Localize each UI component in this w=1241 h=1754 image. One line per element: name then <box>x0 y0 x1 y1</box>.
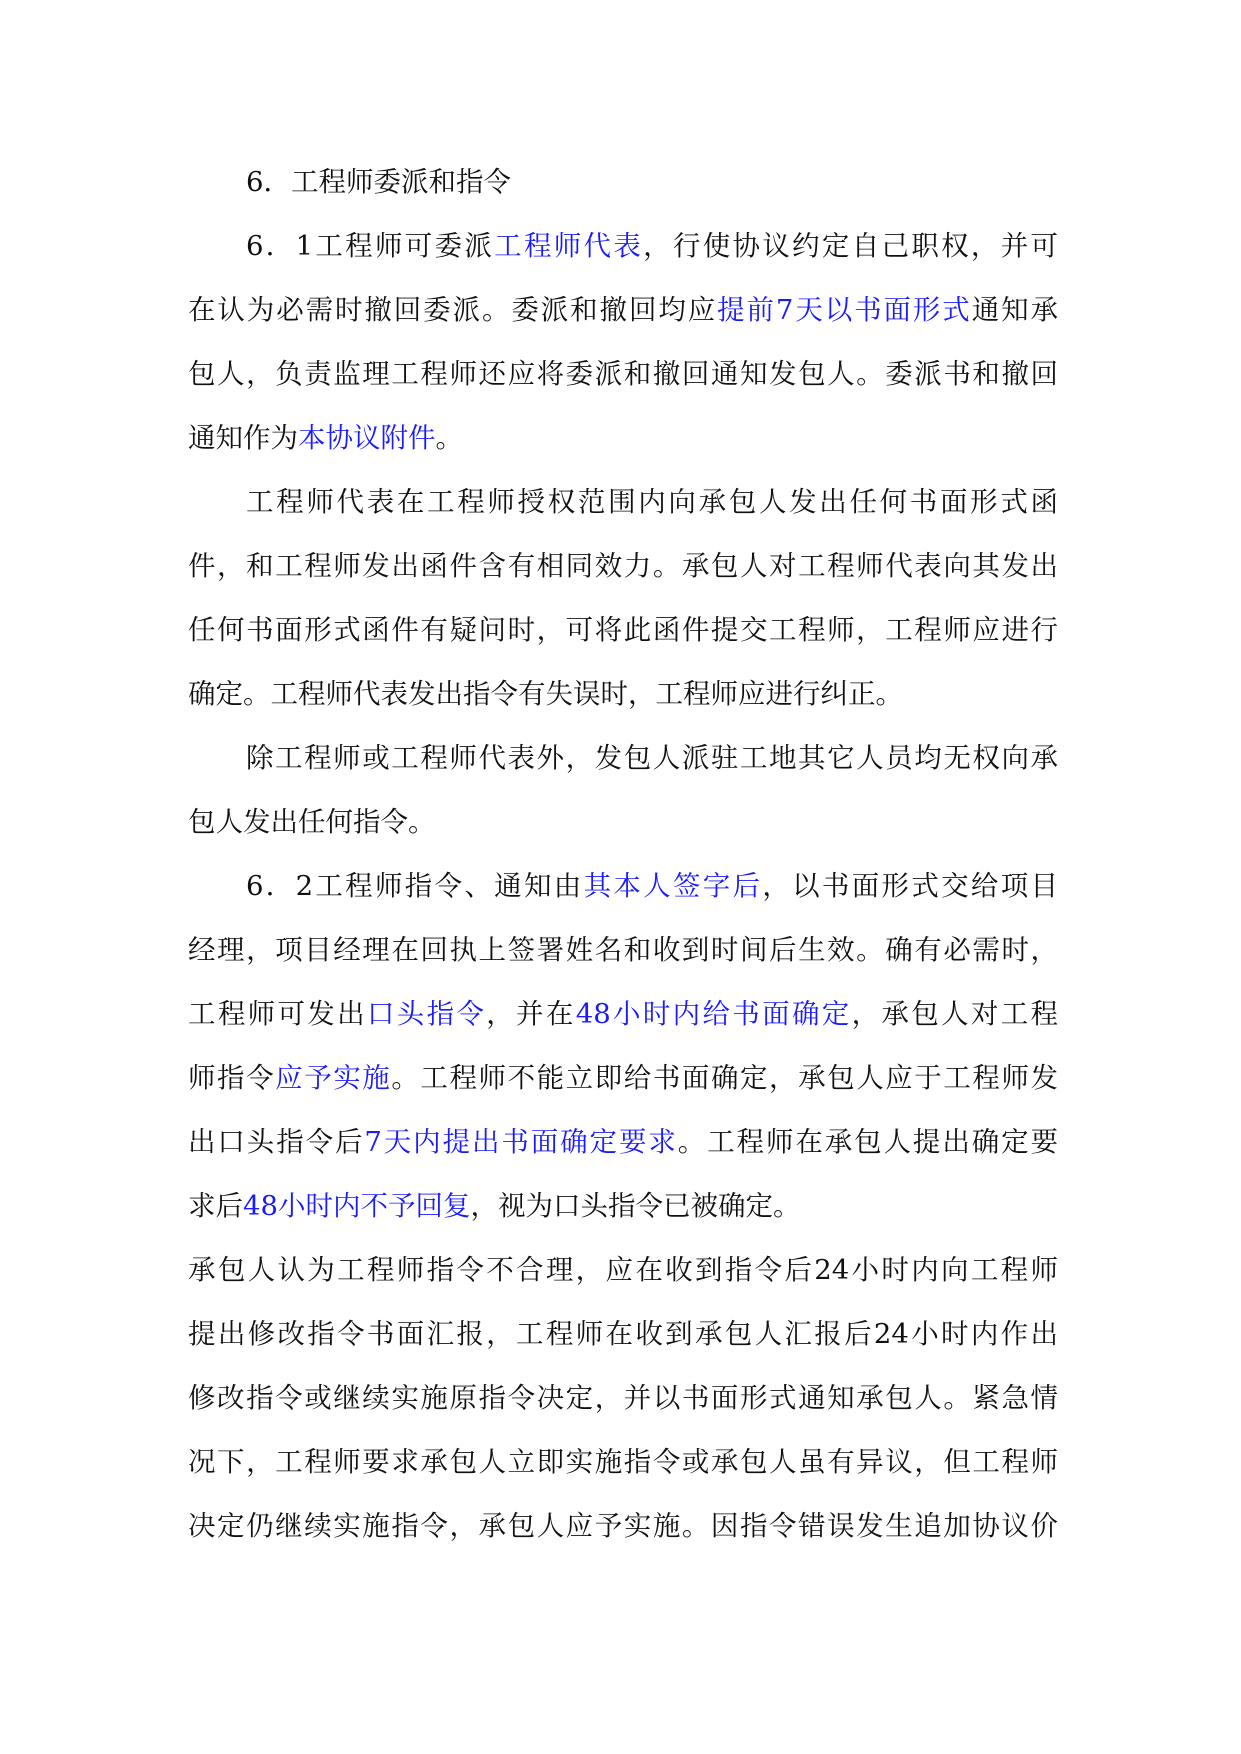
paragraph-representative <box>188 470 1058 726</box>
text-line: 决定仍继续实施指令，承包人应予实施。因指令错误发生追加协议价 <box>188 1510 1058 1542</box>
text-run: 通知作为 <box>188 422 298 454</box>
text-line: 承包人认为工程师指令不合理，应在收到指令后24小时内向工程师 <box>188 1254 1058 1286</box>
text-line: 包人，负责监理工程师还应将委派和撤回通知发包人。委派书和撤回 <box>188 358 1058 390</box>
text-line: 经理，项目经理在回执上签署姓名和收到时间后生效。确有必需时， <box>188 934 1058 966</box>
highlight-text: 本协议附件 <box>298 422 436 454</box>
text-line: 修改指令或继续实施原指令决定，并以书面形式通知承包人。紧急情 <box>188 1382 1058 1414</box>
text-line: 提出修改指令书面汇报，工程师在收到承包人汇报后24小时内作出 <box>188 1318 1058 1350</box>
text-run: ，视为口头指令已被确定。 <box>470 1190 801 1222</box>
heading-text: 6．工程师委派和指令 <box>246 166 511 198</box>
text-line: 况下，工程师要求承包人立即实施指令或承包人虽有异议，但工程师 <box>188 1446 1058 1478</box>
text-line: 工程师代表在工程师授权范围内向承包人发出任何书面形式函 <box>246 486 1058 518</box>
text-run: 求后 <box>188 1190 243 1222</box>
text-run: ，承包人对工程 <box>851 998 1059 1030</box>
highlight-text: 7天内提出书面确定要求 <box>364 1126 678 1158</box>
highlight-text: 应予实施 <box>275 1062 392 1094</box>
paragraph-other-personnel <box>188 726 1058 854</box>
text-line: 件，和工程师发出函件含有相同效力。承包人对工程师代表向其发出 <box>188 550 1058 582</box>
text-line <box>188 1110 1058 1174</box>
text-run: 通知承 <box>971 294 1059 326</box>
document-body <box>188 150 1058 1558</box>
text-line: 包人发出任何指令。 <box>188 806 436 838</box>
text-run: 6．2工程师指令、通知由 <box>246 870 584 902</box>
text-run: ，以书面形式交给项目 <box>762 870 1059 902</box>
text-line: 任何书面形式函件有疑问时，可将此函件提交工程师，工程师应进行 <box>188 614 1058 646</box>
text-line <box>188 982 1058 1046</box>
text-run: 工程师可发出 <box>188 998 367 1030</box>
paragraph-6-2 <box>188 854 1058 1238</box>
paragraph-objection <box>188 1238 1058 1558</box>
section-heading <box>188 150 1058 214</box>
highlight-text: 口头指令 <box>366 998 487 1030</box>
text-line: 确定。工程师代表发出指令有失误时，工程师应进行纠正。 <box>188 678 903 710</box>
text-line <box>188 1174 1058 1238</box>
text-run: ，行使协议约定自己职权，并可 <box>643 230 1059 262</box>
text-run: 师指令 <box>188 1062 276 1094</box>
text-run: 在认为必需时撤回委派。委派和撤回均应 <box>188 294 718 326</box>
text-run: 。工程师不能立即给书面确定，承包人应于工程师发 <box>391 1062 1059 1094</box>
text-run: 。工程师在承包人提出确定要 <box>677 1126 1059 1158</box>
highlight-text: 48小时内给书面确定 <box>575 998 852 1030</box>
text-run: 出口头指令后 <box>188 1126 365 1158</box>
text-run: 。 <box>435 422 463 454</box>
highlight-text: 工程师代表 <box>494 230 644 262</box>
text-line <box>188 1046 1058 1110</box>
text-line <box>188 278 1058 342</box>
text-line <box>188 406 1058 470</box>
text-line <box>188 214 1058 278</box>
text-run: ，并在 <box>486 998 576 1030</box>
highlight-text: 48小时内不予回复 <box>243 1190 471 1222</box>
paragraph-6-1 <box>188 214 1058 470</box>
highlight-text: 其本人签字后 <box>583 870 763 902</box>
text-line <box>188 854 1058 918</box>
text-run: 6．1工程师可委派 <box>246 230 495 262</box>
highlight-text: 提前7天以书面形式 <box>717 294 972 326</box>
text-line: 除工程师或工程师代表外，发包人派驻工地其它人员均无权向承 <box>246 742 1058 774</box>
